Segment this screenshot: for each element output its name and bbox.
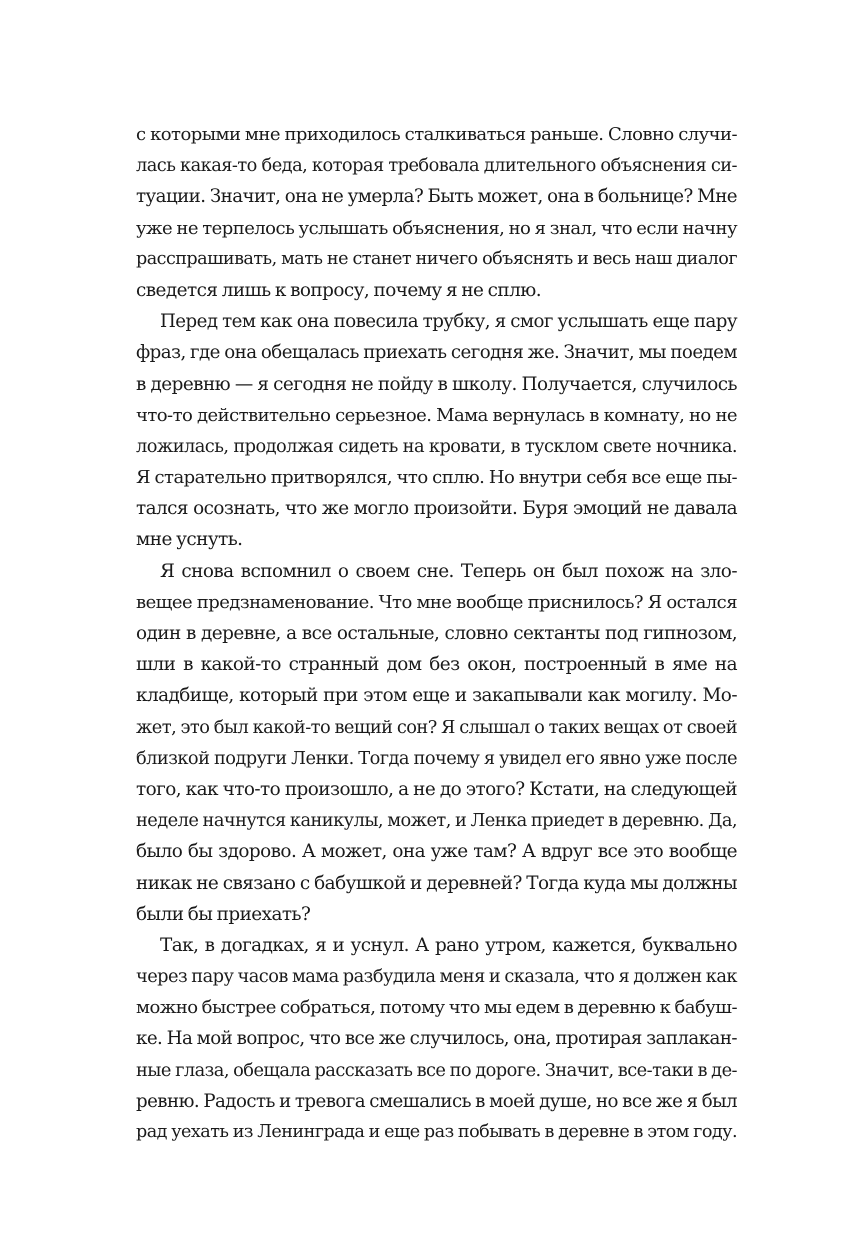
text-line: никак не связано с бабушкой и деревней? Тогда куда мы должны (136, 872, 737, 894)
text-line: расспрашивать, мать не станет ничего объяснять и весь наш диалог (136, 248, 737, 269)
text-line: ложилась, продолжая сидеть на кровати, в тусклом свете ночника. (136, 435, 737, 457)
text-line: Перед тем как она повесила трубку, я смог услышать еще пару (160, 311, 737, 333)
text-line: мне уснуть. (136, 529, 243, 551)
text-line: жет, это был какой-то вещий сон? Я слышал о таких вещах от своей (136, 716, 737, 738)
text-line: можно быстрее собраться, потому что мы едем в деревню к бабуш- (136, 997, 737, 1019)
text-line: были бы приехать? (136, 903, 311, 925)
text-line: ке. На мой вопрос, что все же случилось, она, протирая заплакан- (136, 1028, 737, 1050)
text-line: через пару часов мама разбудила меня и сказала, что я должен как (136, 966, 737, 988)
text-line: ные глаза, обещала рассказать все по дороге. Значит, все-таки в де- (136, 1059, 737, 1081)
text-line: тался осознать, что же могло произойти. Буря эмоций не давала (136, 498, 737, 520)
text-line: вещее предзнаменование. Что мне вообще приснилось? Я остался (136, 591, 737, 613)
text-line: что-то действительно серьезное. Мама вернулась в комнату, но не (136, 404, 737, 426)
text-line: сведется лишь к вопросу, почему я не сплю. (136, 279, 542, 301)
text-line: один в деревне, а все остальные, словно сектанты под гипнозом, (136, 623, 737, 644)
text-line: лась какая-то беда, которая требовала длительного объяснения си- (136, 155, 737, 177)
text-line: туации. Значит, она не умерла? Быть может, она в больнице? Мне (136, 186, 737, 208)
text-line: было бы здорово. А может, она уже там? А вдруг все это вообще (136, 841, 737, 863)
text-line: фраз, где она обещалась приехать сегодня же. Значит, мы поедем (136, 342, 737, 364)
text-line: ревню. Радость и тревога смешались в моей душе, но все же я был (136, 1090, 738, 1112)
text-line: того, как что-то произошло, а не до этого? Кстати, на следующей (136, 778, 737, 800)
text-line: неделе начнутся каникулы, может, и Ленка приедет в деревню. Да, (136, 810, 737, 832)
text-line: кладбище, который при этом еще и закапывали как могилу. Мо- (136, 685, 737, 707)
text-line: уже не терпелось услышать объяснения, но я знал, что если начну (136, 217, 737, 239)
text-line: Я старательно притворялся, что сплю. Но внутри себя все еще пы- (136, 467, 737, 489)
page-body-text (136, 119, 737, 1148)
text-line: Я снова вспомнил о своем сне. Теперь он был похож на зло- (160, 560, 737, 582)
text-line: шли в какой-то странный дом без окон, построенный в яме на (136, 654, 737, 676)
text-line: рад уехать из Ленинграда и еще раз побывать в деревне в этом году. (136, 1122, 737, 1142)
text-line: Так, в догадках, я и уснул. А рано утром, кажется, буквально (160, 934, 737, 956)
text-line: с которыми мне приходилось сталкиваться раньше. Словно случи- (136, 124, 737, 145)
text-line: близкой подруги Ленки. Тогда почему я увидел его явно уже после (136, 747, 737, 769)
text-line: в деревню — я сегодня не пойду в школу. Получается, случилось (136, 373, 737, 395)
